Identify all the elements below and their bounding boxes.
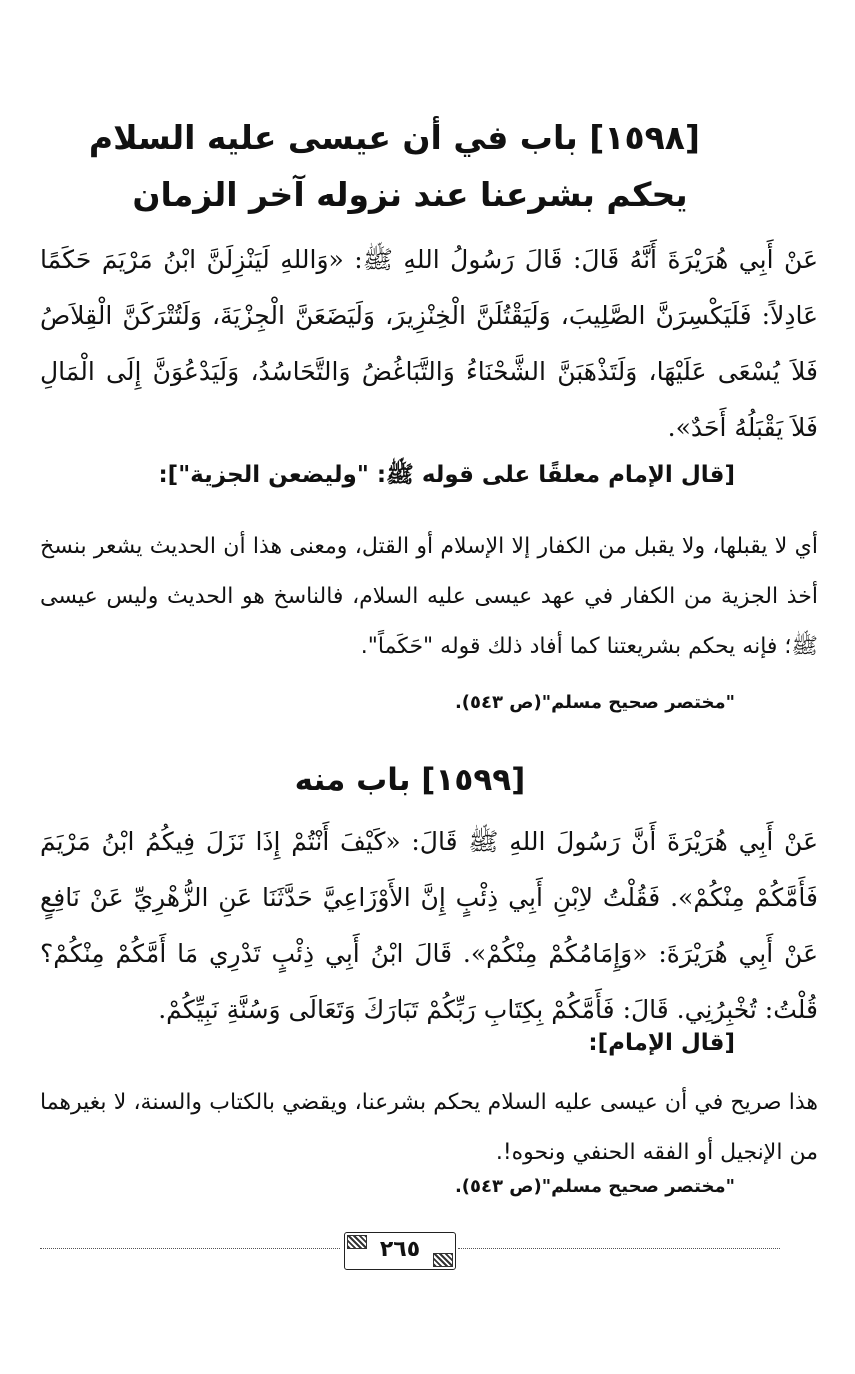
footer-divider-left [40,1248,340,1249]
chapter-1599-commentary-heading: [قال الإمام]: [588,1030,735,1056]
page-number: ٢٦٥ [379,1237,421,1262]
chapter-1599-hadith-text: عَنْ أَبِي هُرَيْرَةَ أَنَّ رَسُولَ اللهِ ﷺ قَالَ: «كَيْفَ أَنْتُمْ إِذَا نَزَلَ فِيكُمُ ابْنُ مَرْيَمَ فَأَمَّكُمْ مِنْكُمْ». فَقُلْتُ لاِبْنِ أَبِي ذِئْبٍ إِنَّ الأَوْزَاعِيَّ حَدَّثَنَا عَنِ الزُّهْرِيِّ عَنْ نَافِعٍ عَنْ أَبِي هُرَيْرَةَ: «وَإِمَامُكُمْ مِنْكُمْ». قَالَ ابْنُ أَبِي ذِئْبٍ تَدْرِي مَا أَمَّكُمْ مِنْكُمْ؟ قُلْتُ: تُخْبِرُنِي. قَالَ: فَأَمَّكُمْ بِكِتَابِ رَبِّكُمْ تَبَارَكَ وَتَعَالَى وَسُنَّةِ نَبِيِّكُمْ. [40,827,818,1024]
chapter-1599-title: [١٥٩٩] باب منه [294,762,526,798]
chapter-1599-commentary-text: هذا صريح في أن عيسى عليه السلام يحكم بشرعنا، ويقضي بالكتاب والسنة، لا بغيرهما من الإنجيل أو الفقه الحنفي ونحوه!. [40,1090,818,1165]
chapter-1598-title-line1: [١٥٩٨] باب في أن عيسى عليه السلام [88,118,700,157]
chapter-1598-title-line2: يحكم بشرعنا عند نزوله آخر الزمان [132,175,688,214]
chapter-1598-reference: "مختصر صحيح مسلم"(ص ٥٤٣). [454,692,735,713]
chapter-1598-commentary-heading: [قال الإمام معلقًا على قوله ﷺ: "وليضعن الجزية"]: [158,462,735,488]
chapter-1598-commentary-text: أي لا يقبلها، ولا يقبل من الكفار إلا الإسلام أو القتل، ومعنى هذا أن الحديث يشعر بنسخ أخذ الجزية من الكفار في عهد عيسى عليه السلام، فالناسخ هو الحديث وليس عيسى ﷺ؛ فإنه يحكم بشريعتنا كما أفاد ذلك قوله "حَكَماً". [40,534,818,659]
chapter-1599-reference: "مختصر صحيح مسلم"(ص ٥٤٣). [454,1176,735,1197]
footer-divider-right [458,1248,780,1249]
page-number-frame [344,1232,456,1270]
chapter-1598-hadith-text: عَنْ أَبِي هُرَيْرَةَ أَنَّهُ قَالَ: قَالَ رَسُولُ اللهِ ﷺ: «وَاللهِ لَيَنْزِلَنَّ ابْنُ مَرْيَمَ حَكَمًا عَادِلاً: فَلَيَكْسِرَنَّ الصَّلِيبَ، وَلَيَقْتُلَنَّ الْخِنْزِيرَ، وَلَيَضَعَنَّ الْجِزْيَةَ، وَلَتُتْرَكَنَّ الْقِلاَصُ فَلاَ يُسْعَى عَلَيْهَا، وَلَتَذْهَبَنَّ الشَّحْنَاءُ وَالتَّبَاغُضُ وَالتَّحَاسُدُ، وَلَيَدْعُوَنَّ إِلَى الْمَالِ فَلاَ يَقْبَلُهُ أَحَدٌ». [40,245,818,442]
